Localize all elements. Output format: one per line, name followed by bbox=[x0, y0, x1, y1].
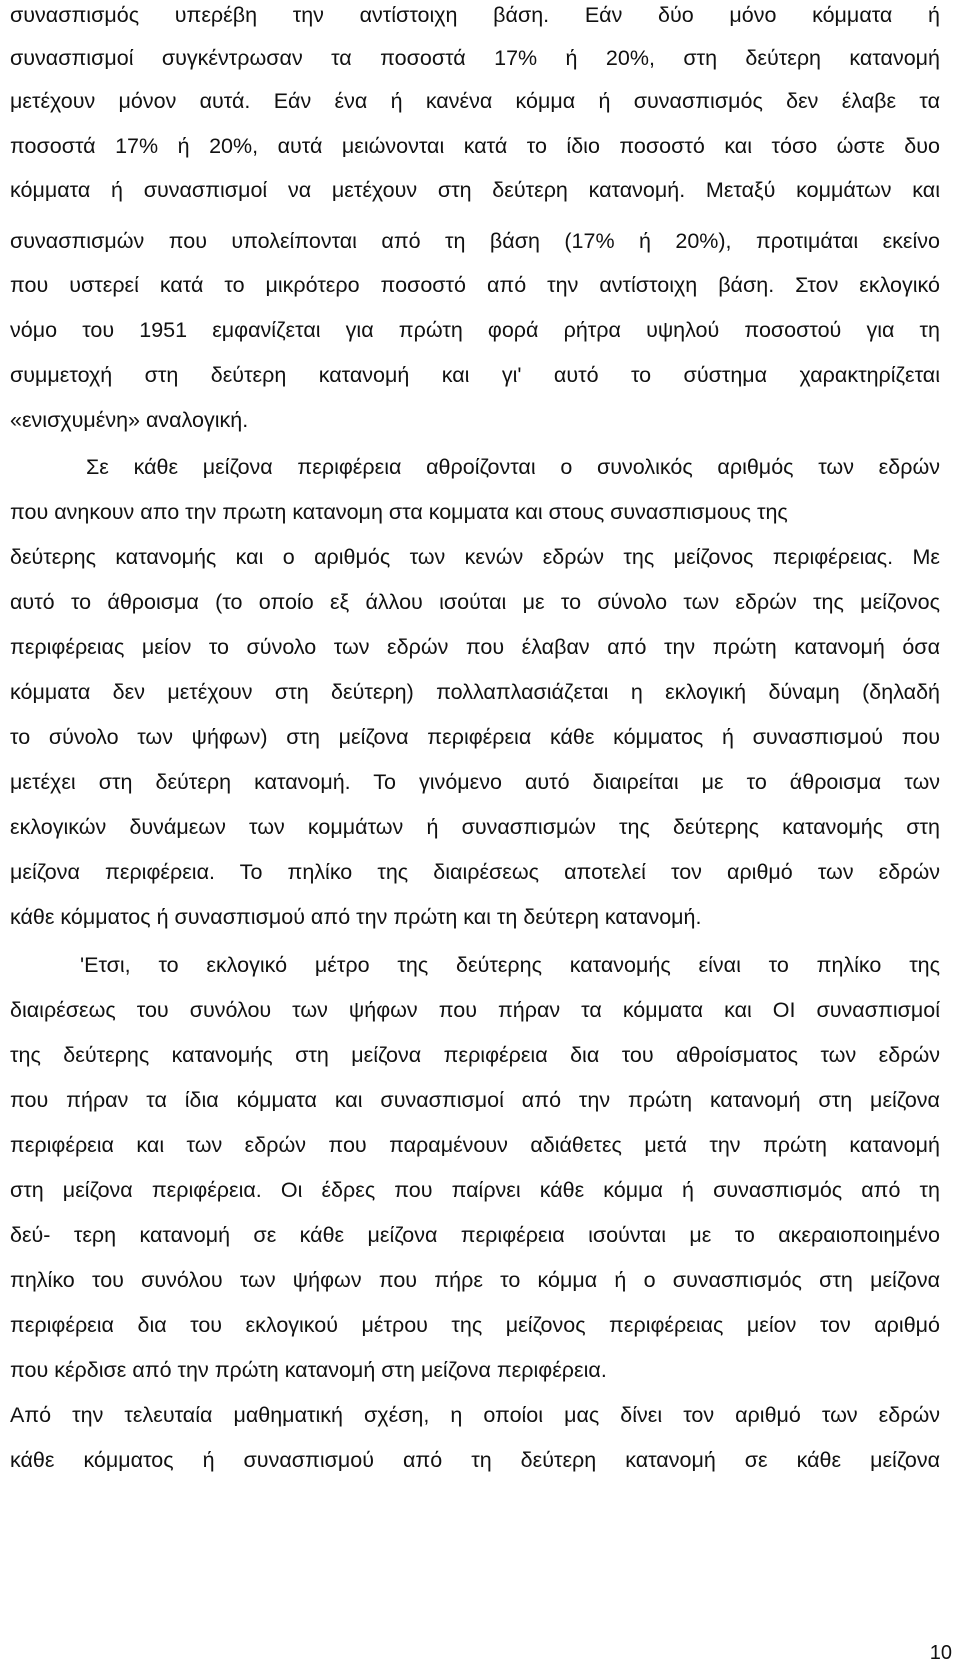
text-line: συνασπισμός υπερέβη την αντίστοιχη βάση. Εάν δύο μόνο κόμματα ή bbox=[10, 3, 940, 27]
text-line: μείζονα περιφέρεια. Το πηλίκο της διαιρέσεως αποτελεί τον αριθμό των εδρών bbox=[10, 860, 940, 884]
text-line: πηλίκο του συνόλου των ψήφων που πήρε το κόμμα ή ο συνασπισμός στη μείζονα bbox=[10, 1268, 940, 1292]
text-line: συμμετοχή στη δεύτερη κατανομή και γι' αυτό το σύστημα χαρακτηρίζεται bbox=[10, 363, 940, 387]
text-line: «ενισχυμένη» αναλογική. bbox=[10, 408, 249, 432]
text-line: αυτό το άθροισμα (το οποίο εξ άλλου ισούται με το σύνολο των εδρών της μείζονος bbox=[10, 590, 940, 614]
text-line: 'Ετσι, το εκλογικό μέτρο της δεύτερης κατανομής είναι το πηλίκο της bbox=[80, 953, 940, 977]
page-number: 10 bbox=[929, 1642, 952, 1664]
text-line: συνασπισμών που υπολείπονται από τη βάση (17% ή 20%), προτιμάται εκείνο bbox=[10, 229, 940, 253]
text-line: που υστερεί κατά το μικρότερο ποσοστό από την αντίστοιχη βάση. Στον εκλογικό bbox=[10, 273, 940, 297]
text-line: μετέχουν μόνον αυτά. Εάν ένα ή κανένα κόμμα ή συνασπισμός δεν έλαβε τα bbox=[10, 89, 940, 113]
text-line: περιφέρεια δια του εκλογικού μέτρου της μείζονος περιφέρειας μείον τον αριθμό bbox=[10, 1313, 940, 1337]
text-line: κάθε κόμματος ή συνασπισμού από την πρώτη και τη δεύτερη κατανομή. bbox=[10, 905, 702, 929]
text-line: περιφέρεια και των εδρών που παραμένουν αδιάθετες μετά την πρώτη κατανομή bbox=[10, 1133, 940, 1157]
text-line: Από την τελευταία μαθηματική σχέση, η οποίοι μας δίνει τον αριθμό των εδρών bbox=[10, 1403, 940, 1427]
text-line: μετέχει στη δεύτερη κατανομή. Το γινόμενο αυτό διαιρείται με το άθροισμα των bbox=[10, 770, 940, 794]
text-line: εκλογικών δυνάμεων των κομμάτων ή συνασπισμών της δεύτερης κατανομής στη bbox=[10, 815, 940, 839]
text-line: κόμματα ή συνασπισμοί να μετέχουν στη δεύτερη κατανομή. Μεταξύ κομμάτων και bbox=[10, 178, 940, 202]
text-line: ποσοστά 17% ή 20%, αυτά μειώνονται κατά το ίδιο ποσοστό και τόσο ώστε δυο bbox=[10, 134, 940, 158]
text-line: συνασπισμοί συγκέντρωσαν τα ποσοστά 17% ή 20%, στη δεύτερη κατανομή bbox=[10, 46, 940, 70]
text-line: που πήραν τα ίδια κόμματα και συνασπισμοί από την πρώτη κατανομή στη μείζονα bbox=[10, 1088, 940, 1112]
text-line: νόμο του 1951 εμφανίζεται για πρώτη φορά ρήτρα υψηλού ποσοστού για τη bbox=[10, 318, 940, 342]
text-line: κάθε κόμματος ή συνασπισμού από τη δεύτερη κατανομή σε κάθε μείζονα bbox=[10, 1448, 940, 1472]
text-line: περιφέρειας μείον το σύνολο των εδρών που έλαβαν από την πρώτη κατανομή όσα bbox=[10, 635, 940, 659]
text-line: Σε κάθε μείζονα περιφέρεια αθροίζονται ο συνολικός αριθμός των εδρών bbox=[86, 455, 940, 479]
text-line: της δεύτερης κατανομής στη μείζονα περιφέρεια δια του αθροίσματος των εδρών bbox=[10, 1043, 940, 1067]
text-line: που κέρδισε από την πρώτη κατανομή στη μείζονα περιφέρεια. bbox=[10, 1358, 607, 1382]
text-line: δεύτερης κατανομής και ο αριθμός των κενών εδρών της μείζονος περιφέρειας. Με bbox=[10, 545, 940, 569]
text-line: που ανηκουν απο την πρωτη κατανομη στα κομματα και στους συνασπισμους της bbox=[10, 500, 788, 524]
text-line: δεύ- τερη κατανομή σε κάθε μείζονα περιφέρεια ισούνται με το ακεραιοποιημένο bbox=[10, 1223, 940, 1247]
text-line: κόμματα δεν μετέχουν στη δεύτερη) πολλαπλασιάζεται η εκλογική δύναμη (δηλαδή bbox=[10, 680, 940, 704]
text-line: στη μείζονα περιφέρεια. Οι έδρες που παίρνει κάθε κόμμα ή συνασπισμός από τη bbox=[10, 1178, 940, 1202]
text-line: διαιρέσεως του συνόλου των ψήφων που πήραν τα κόμματα και ΟΙ συνασπισμοί bbox=[10, 998, 940, 1022]
text-line: το σύνολο των ψήφων) στη μείζονα περιφέρεια κάθε κόμματος ή συνασπισμού που bbox=[10, 725, 940, 749]
